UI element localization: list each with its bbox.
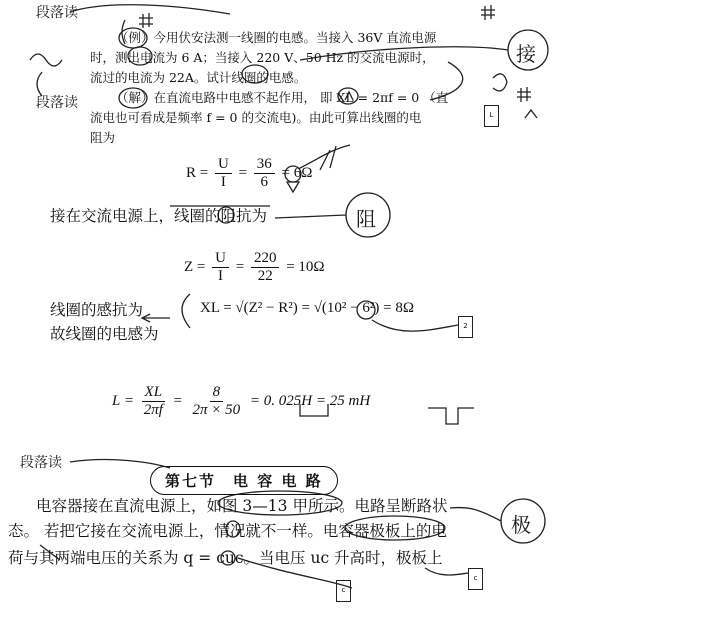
formula-part: = (235, 258, 245, 275)
fraction-numerator: 8 (210, 384, 224, 402)
fraction-numerator: 220 (251, 250, 280, 268)
fraction-denominator: 2πf (143, 402, 163, 418)
formula-part: Z = (184, 258, 206, 275)
read-aloud-mark: 段落读 (36, 95, 78, 111)
reactance-formula: XL = √(Z² − R²) = √(10² − 6²) = 8Ω (200, 300, 414, 316)
solution-line: （解）在直流电路中电感不起作用， 即 XL = 2πf = 0 （直 (116, 90, 449, 105)
formula-part: = (238, 164, 248, 181)
ac-text: 接在交流电源上，线圈的阻抗为 (50, 207, 268, 225)
fraction-numerator: U (212, 250, 229, 268)
fraction-numerator: 36 (254, 156, 275, 174)
example-line: 时，测出电流为 6 A；当接入 220 V、50 Hz 的交流电源时， (90, 50, 435, 65)
handwritten-char-ji: 极 (511, 513, 531, 537)
formula-part: = 0. 025H = 25 mH (249, 392, 371, 409)
margin-box: c (336, 580, 351, 602)
margin-box: c (468, 568, 483, 590)
margin-box: 2 (458, 316, 473, 338)
fraction-denominator: 22 (257, 268, 273, 284)
solution-line: 流电也可看成是频率 f = 0 的交流电)。由此可算出线圈的电 (90, 110, 422, 125)
body-line: 荷与其两端电压的关系为 q = cuc。当电压 uc 升高时，极板上 (8, 549, 443, 567)
margin-box: L (484, 105, 499, 127)
formula-part: = (172, 392, 183, 409)
inductance-label: 故线圈的电感为 (50, 325, 159, 343)
formula-part: R = (186, 164, 209, 181)
resistance-formula (186, 156, 312, 191)
formula-part: L = (112, 392, 134, 409)
read-aloud-mark: 段落读 (36, 5, 78, 21)
formula-part: = 6Ω (281, 164, 313, 181)
handwritten-char-zu: 阻 (356, 207, 376, 231)
fraction-numerator: XL (142, 384, 166, 402)
impedance-formula (184, 250, 325, 285)
fraction-denominator: 2π × 50 (192, 402, 241, 418)
inductance-formula (112, 384, 370, 419)
fraction-denominator: 6 (260, 174, 269, 190)
section-title: 第七节 电 容 电 路 (150, 466, 338, 495)
example-line: （例）今用伏安法测一线圈的电感。当接入 36V 直流电源 (116, 30, 437, 45)
read-aloud-mark: 段落读 (20, 455, 62, 471)
body-line: 电容器接在直流电源上，如图 3—13 甲所示。电路呈断路状 (36, 497, 448, 515)
handwritten-char-jie: 接 (516, 42, 536, 66)
body-line: 态。 若把它接在交流电源上，情况就不一样。电容器极板上的电 (8, 522, 447, 540)
fraction-denominator: I (218, 268, 224, 284)
fraction-denominator: I (220, 174, 226, 190)
formula-part: = 10Ω (286, 258, 325, 275)
solution-line: 阻为 (90, 130, 116, 145)
fraction-numerator: U (215, 156, 232, 174)
example-line: 流过的电流为 22A。试计线圈的电感。 (90, 70, 307, 85)
reactance-label: 线圈的感抗为 (50, 301, 144, 319)
